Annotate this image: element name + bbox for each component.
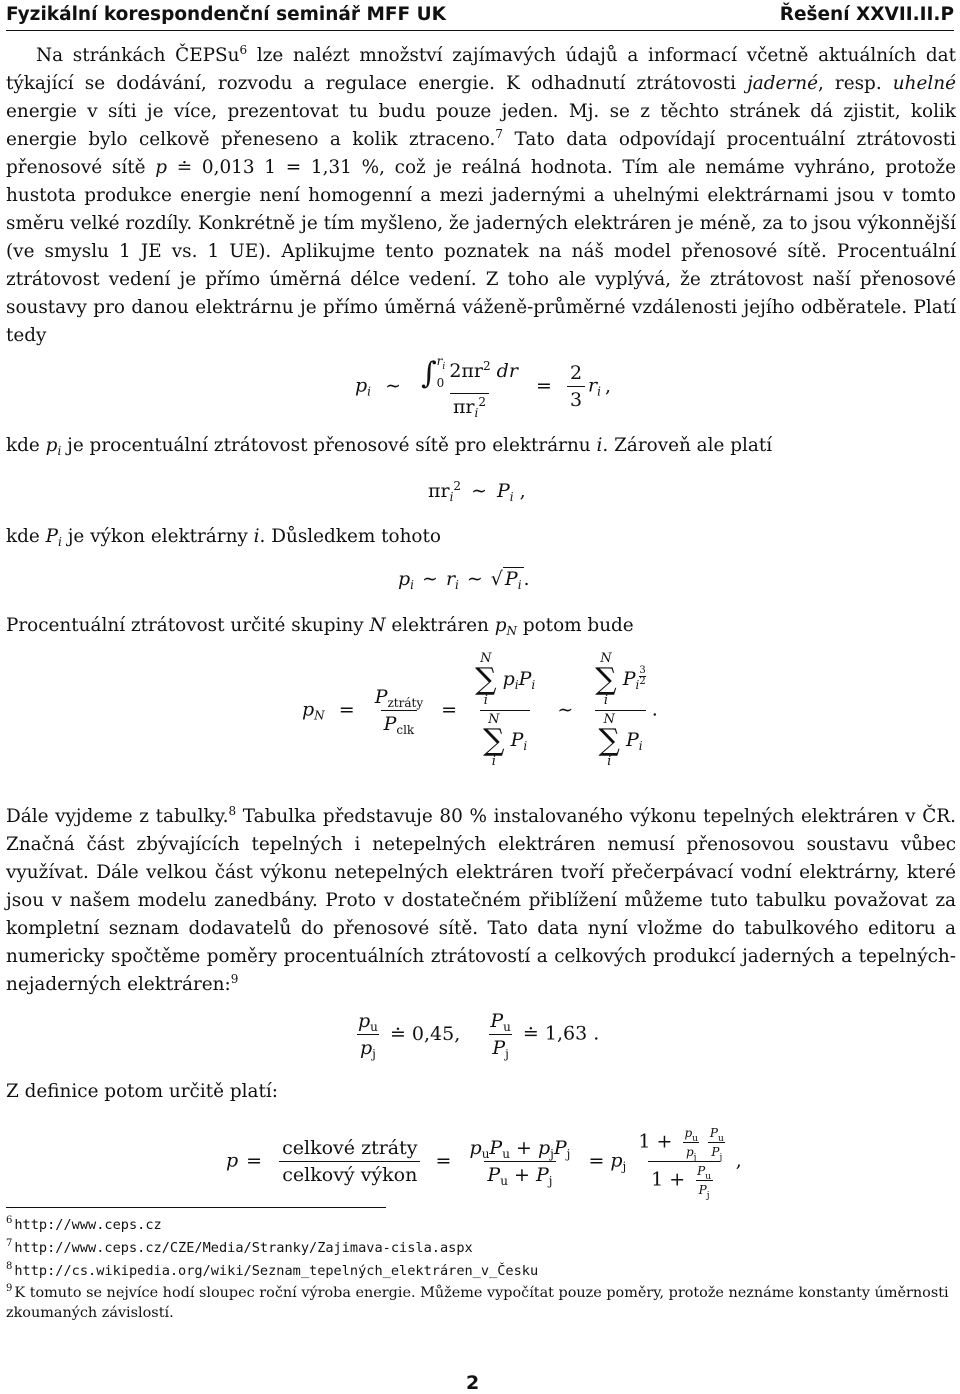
header-section: Řešení XXVII.II.P [779,4,954,25]
eq4-power-fraction: N ∑ i $P_i$ $^{\frac{3}{2}}$ N ∑ i $P_i$ [595,651,646,769]
equation-pN: $p_N$ = $\frac{P_{ztráty}}{P_{clk}}$ = N ∑ i $p_iP_i$ N ∑ i $P_i$ ∼ N ∑ i $P_i$ $^{\frac{3}{2}}$ N ∑ i $P_i$ . [302,651,658,769]
eq4-weighted-fraction: N ∑ i $p_iP_i$ N ∑ i $P_i$ [475,651,536,769]
footnote-7: $^7$ http://www.ceps.cz/CZE/Media/Stranky/Zajimava-cisla.aspx [6,1238,473,1256]
footnote-rule [6,1207,386,1208]
eq1-differential: dr [490,360,518,382]
footnote-ref-7[interactable]: 7 [495,127,504,141]
footnote-6: $^6$ http://www.ceps.cz [6,1215,162,1233]
line-kde-pi: kde $p_i$ je procentuální ztrátovost přenosové sítě pro elektrárnu i. Zároveň ale platí [6,435,773,458]
header-title: Fyzikální korespondenční seminář MFF UK [6,4,446,25]
equation-pi-sqrt: $p_i$ ∼ $r_i$ ∼ √ $P_i$ . [398,568,530,592]
paragraph-intro [6,42,956,350]
integral-sign: ∫ [421,356,437,391]
header-rule [6,30,954,31]
equation-total-loss: p = $\frac{\text{celkové ztráty}}{\text{celkový výkon}}$ = $\frac{p_uP_u + p_jP_j}{P_u + P_j}$ = $p_j$ 1 + $\frac{p_u}{p_j}$ $\frac{P_u}{P_j}$ 1 + $\frac{P_u}{P_j}$ , [226,1126,742,1201]
p1-text-5: Tato data odpovídají procentuální ztrátovosti přenosové sítě [6,129,956,178]
p1-italic-jaderne: jaderné [747,73,818,94]
eq1-lower-bound: 0 [436,376,445,390]
footnote-ref-9[interactable]: 9 [230,972,239,986]
eq1-relation: ∼ [385,374,401,397]
equation-ratios: $\frac{p_u}{p_j}$ ≐ 0,45, $\frac{P_u}{P_j}$ ≐ 1,63 . [358,1010,600,1061]
p1-text-2: lze nalézt množství zajímavých údajů a informací včetně aktuálních dat týkající se dodávání, rozvodu a regulace energie. K odhadnutí ztrátovosti [6,45,956,94]
footnote-6-link[interactable]: http://www.ceps.cz [14,1217,162,1233]
line-definice: Z definice potom určitě platí: [6,1081,278,1102]
eq1-rhs-r: r [588,374,598,397]
eq1-lhs-p: p [355,374,368,397]
sqrt-radicand: $P_i$ [504,568,522,592]
line-procentualni: Procentuální ztrátovost určité skupiny N elektráren $p_N$ potom bude [6,615,634,638]
eq1-upper-bound: $r_i$ [436,354,446,372]
paragraph-table: Dále vyjdeme z tabulky.$^8$ Tabulka představuje 80 % instalovaného výkonu tepelných elektráren v ČR. Značná část zbývajících tepelných i netepelných elektráren nemusí přenosovou soustavu vůbec využívat. Dále velkou část výkonu netepelných elektráren tvoří přečerpávací vodní elektrárny, které jsou v našem modelu zanedbány. Proto v dostatečném přiblížení můžeme tuto tabulku považovat za kompletní seznam dodavatelů do přenosové sítě. Tato data nyní vložme do tabulkového editoru a numericky spočtěme poměry procentuálních ztrátovostí a celkových produkcí jaderných a tepelných-nejaderných elektráren:$^9$ [6,804,956,995]
eq1-denominator: $\pi r_i^2$ [450,393,489,418]
line-kde-Pi: kde $P_i$ je výkon elektrárny i. Důsledkem tohoto [6,526,441,549]
eq1-numerator [418,355,521,393]
equation-pi-integral: $p_i$ ∼ ∫ $r_i$ 0 $2\pi r^2$ dr $\pi r_i^2$ = $\frac{2}{3}$ $r_i$ , [355,354,612,420]
footnote-9: $^9$ K tomuto se nejvíce hodí sloupec roční výroba energie. Můžeme vypočítat pouze poměry, protože neznáme konstanty úměrnosti zkoumaných závislostí. [6,1283,949,1321]
footnote-7-link[interactable]: http://www.ceps.cz/CZE/Media/Stranky/Zajimava-cisla.aspx [14,1240,473,1256]
eq1-fraction [418,355,521,418]
running-header [6,4,954,30]
eq1-integrand: 2πr [449,360,483,382]
p1-text-1: Na stránkách ČEPSu [36,45,240,66]
footnote-8-link[interactable]: http://cs.wikipedia.org/wiki/Seznam_tepelných_elektráren_v_Česku [14,1263,539,1279]
p1-text-3: , resp. [817,73,893,94]
p1-italic-uhelne: uhelné [892,73,956,94]
eq1-two-thirds: $\frac{2}{3}$ [567,362,585,411]
p1-text-6: ≐ 0,013 1 = 1,31 %, což je reálná hodnota. Tím ale nemáme vyhráno, protože hustota produkce energie není homogenní a mezi jadernými a uhelnými elektrárnami jsou v tomto směru velké rozdíly. Konkrétně je tím myšleno, že jaderných elektráren je méně, za to jsou výkonnější (ve smyslu 1 JE vs. 1 UE). Aplikujme tento poznatek na náš model přenosové sítě. Procentuální ztrátovost vedení je přímo úměrná délce vedení. Z toho ale vyplývá, že ztrátovost naší přenosové soustavy pro danou elektrárnu je přímo úměrná váženě-průměrné vzdálenosti jejího odběratele. Platí tedy [6,157,956,346]
footnote-ref-6[interactable]: 6 [239,43,248,57]
p1-var-p: p [155,157,168,178]
page-number: 2 [466,1372,480,1394]
eq1-square: 2 [482,359,491,373]
eq1-equals: = [535,374,552,397]
eq1-lhs-index: i [367,384,372,399]
eq4-loss-fraction: $\frac{P_{ztráty}}{P_{clk}}$ [374,686,424,737]
equation-area-power: $\pi r_i^2$ ∼ $P_i$ , [428,479,526,504]
sqrt-sign: √ [490,568,503,590]
footnote-8: $^8$ http://cs.wikipedia.org/wiki/Seznam_tepelných_elektráren_v_Česku [6,1261,539,1279]
p1-text-4: energie v síti je více, prezentovat tu budu pouze jeden. Mj. se z těchto stránek dá zjistit, kolik energie bylo celkově přeneseno a kolik ztraceno. [6,101,956,150]
footnote-ref-8[interactable]: 8 [228,804,237,818]
